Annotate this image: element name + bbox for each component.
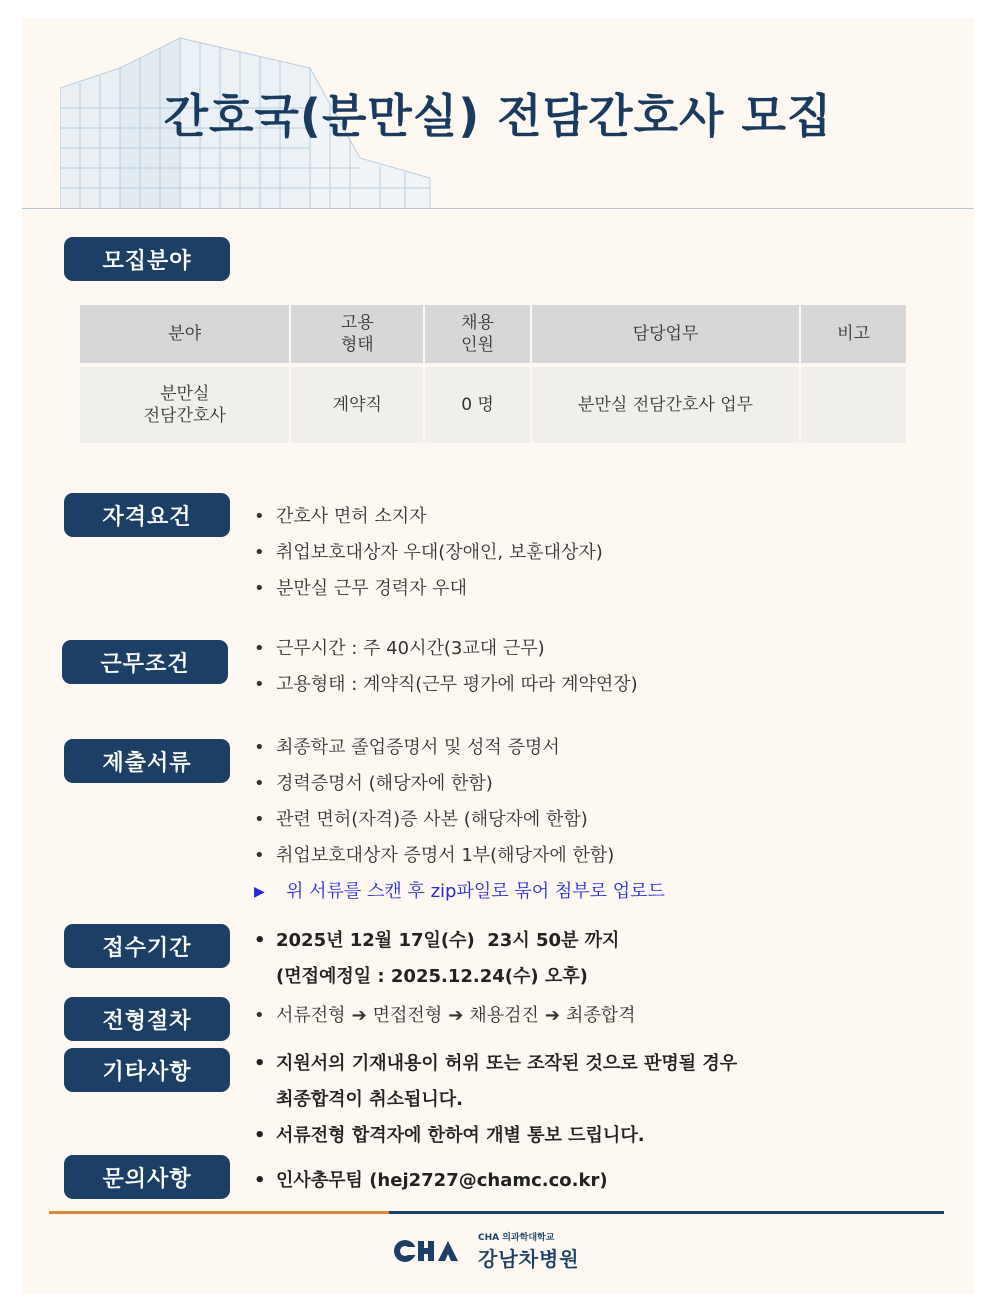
cell-field: 분만실 전담간호사 bbox=[80, 367, 289, 443]
qualification-list bbox=[254, 499, 603, 607]
header-banner bbox=[22, 18, 974, 209]
documents-list bbox=[254, 730, 665, 910]
header-remark: 비고 bbox=[801, 305, 906, 367]
hospital-logo bbox=[392, 1230, 580, 1272]
section-label-qualification: 자격요건 bbox=[64, 493, 230, 537]
recruitment-notice bbox=[22, 18, 974, 1294]
header-field: 분야 bbox=[80, 305, 289, 367]
etc-item-1-cont: 최종합격이 취소됩니다. bbox=[276, 1089, 463, 1110]
process-flow: • 서류전형 ➔ 면접전형 ➔ 채용검진 ➔ 최종합격 bbox=[254, 1005, 636, 1026]
arrow-right-icon: ➔ bbox=[544, 1005, 560, 1026]
list-item: • 근무시간 : 주 40시간(3교대 근무) bbox=[254, 638, 545, 659]
inquiry-contact: • 인사총무팀 (hej2727@chamc.co.kr) bbox=[254, 1170, 608, 1191]
documents-note: ▶ 위 서류를 스캔 후 zip파일로 묶어 첨부로 업로드 bbox=[254, 874, 665, 910]
list-item: • 분만실 근무 경력자 우대 bbox=[254, 578, 468, 599]
list-item: • 취업보호대상자 증명서 1부(해당자에 한함) bbox=[254, 845, 615, 866]
section-label-recruit: 모집분야 bbox=[64, 237, 230, 281]
header-hires: 채용 인원 bbox=[425, 305, 530, 367]
list-item: • 간호사 면허 소지자 bbox=[254, 506, 427, 527]
page-title: 간호국(분만실) 전담간호사 모집 bbox=[163, 89, 833, 143]
list-item: • 고용형태 : 계약직(근무 평가에 따라 계약연장) bbox=[254, 674, 638, 695]
period-block bbox=[254, 923, 619, 995]
period-line-2: (면접예정일 : 2025.12.24(수) 오후) bbox=[276, 966, 588, 987]
header-emp-type: 고용 형태 bbox=[291, 305, 423, 367]
list-item: • 취업보호대상자 우대(장애인, 보훈대상자) bbox=[254, 542, 603, 563]
section-label-period: 접수기간 bbox=[64, 924, 230, 968]
process-step: 채용검진 bbox=[469, 1005, 539, 1026]
section-label-conditions: 근무조건 bbox=[62, 640, 228, 684]
conditions-list bbox=[254, 631, 638, 703]
footer-divider-orange bbox=[49, 1211, 389, 1214]
etc-item-1: • 지원서의 기재내용이 허위 또는 조작된 것으로 판명될 경우 bbox=[254, 1053, 738, 1074]
process-step: 최종합격 bbox=[565, 1005, 636, 1026]
cell-duty: 분만실 전담간호사 업무 bbox=[532, 367, 799, 443]
section-label-etc: 기타사항 bbox=[64, 1048, 230, 1092]
play-icon: ▶ bbox=[254, 884, 265, 900]
table-row bbox=[80, 367, 906, 443]
list-item: • 최종학교 졸업증명서 및 성적 증명서 bbox=[254, 737, 560, 758]
footer-divider-navy bbox=[389, 1211, 944, 1214]
arrow-right-icon: ➔ bbox=[351, 1005, 367, 1026]
process-step: 서류전형 bbox=[276, 1005, 346, 1026]
header-duty: 담당업무 bbox=[532, 305, 799, 367]
list-item: • 관련 면허(자격)증 사본 (해당자에 한함) bbox=[254, 809, 588, 830]
period-line-1: • 2025년 12월 17일(수) 23시 50분 까지 bbox=[254, 930, 620, 951]
arrow-right-icon: ➔ bbox=[448, 1005, 464, 1026]
cell-emp-type: 계약직 bbox=[291, 367, 423, 443]
logo-university: CHA 의과학대학교 bbox=[478, 1233, 555, 1243]
cell-hires: 0 명 bbox=[425, 367, 530, 443]
recruit-table bbox=[78, 305, 908, 443]
inquiry-block bbox=[254, 1163, 608, 1199]
section-label-inquiry: 문의사항 bbox=[64, 1155, 230, 1199]
cha-logo-mark bbox=[392, 1238, 466, 1264]
section-label-process: 전형절차 bbox=[64, 997, 230, 1041]
table-header-row bbox=[80, 305, 906, 367]
process-step: 면접전형 bbox=[372, 1005, 443, 1026]
list-item: • 경력증명서 (해당자에 한함) bbox=[254, 773, 493, 794]
section-label-documents: 제출서류 bbox=[64, 739, 230, 783]
cell-remark bbox=[801, 367, 906, 443]
etc-block bbox=[254, 1046, 737, 1154]
logo-hospital-name: 강남차병원 bbox=[478, 1247, 580, 1271]
etc-item-2: • 서류전형 합격자에 한하여 개별 통보 드립니다. bbox=[254, 1125, 645, 1146]
